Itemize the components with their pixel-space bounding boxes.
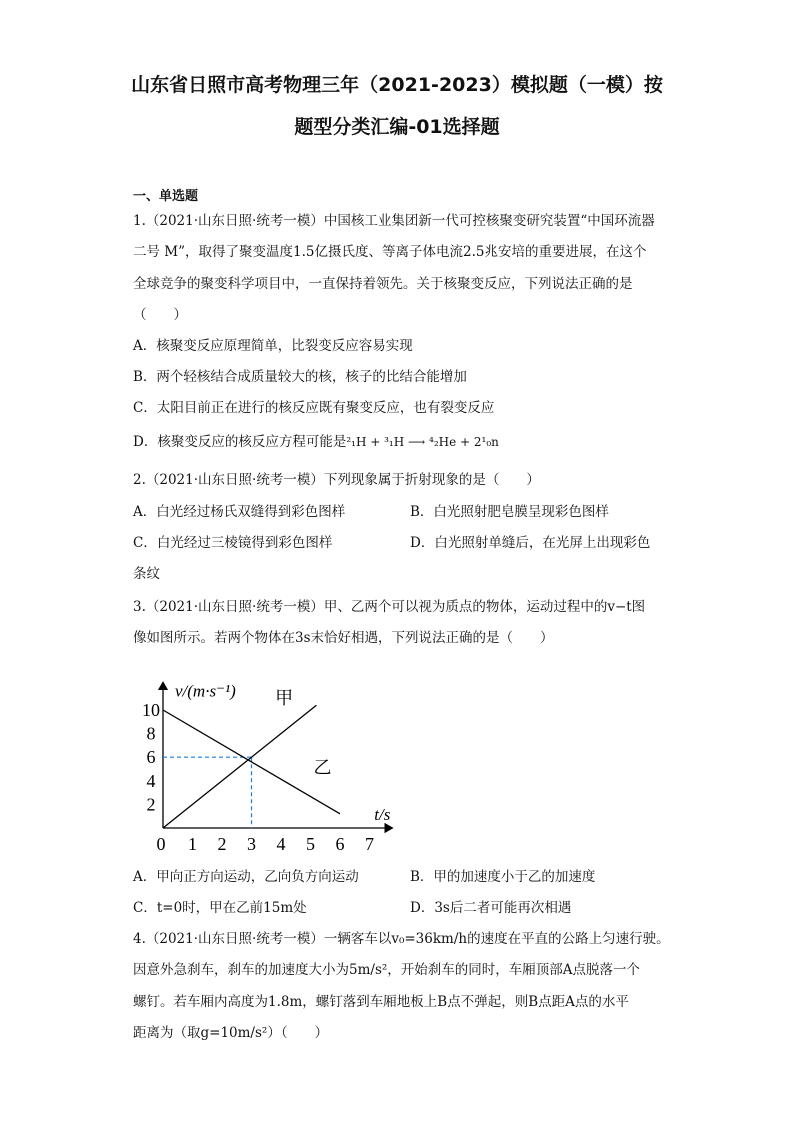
x-tick-label: 3: [247, 834, 256, 854]
q3-option-b: B．甲的加速度小于乙的加速度: [410, 869, 596, 885]
series-label-jia: 甲: [275, 688, 294, 709]
q2-option-b: B．白光照射肥皂膜呈现彩色图样: [410, 504, 609, 520]
q2-option-c: C．白光经过三棱镜得到彩色图样: [133, 535, 333, 551]
q3-option-d: D．3s后二者可能再次相遇: [410, 900, 572, 916]
q3-option-c: C．t=0时，甲在乙前15m处: [133, 900, 307, 916]
q1-option-b: B．两个轻核结合成质量较大的核，核子的比结合能增加: [133, 369, 467, 385]
q1-option-c: C．太阳目前正在进行的核反应既有聚变反应，也有裂变反应: [133, 400, 495, 416]
q3-option-a: A．甲向正方向运动，乙向负方向运动: [133, 869, 359, 885]
section-title: 一、单选题: [133, 189, 199, 204]
q4-stem-line3: 螺钉。若车厢内高度为1.8m，螺钉落到车厢地板上B点不弹起，则B点距A点的水平: [133, 994, 629, 1010]
x-axis-label: t/s: [374, 805, 391, 824]
x-tick-label: 1: [188, 834, 197, 854]
q2-option-d: D．白光照射单缝后，在光屏上出现彩色: [410, 535, 651, 551]
x-tick-label: 7: [365, 834, 374, 854]
x-tick-label: 4: [276, 834, 286, 854]
y-tick-label: 4: [146, 770, 156, 791]
page-title-line1: 山东省日照市高考物理三年（2021-2023）模拟题（一模）按: [131, 74, 663, 96]
q1-stem-line3: 全球竞争的聚变科学项目中，一直保持着领先。关于核聚变反应，下列说法正确的是: [133, 276, 633, 292]
q1-option-d-equation: ²₁H + ³₁H ⟶ ⁴₂He + 2¹₀n: [346, 435, 499, 449]
q1-option-d-prefix: D．核聚变反应的核反应方程可能是: [133, 434, 347, 450]
y-tick-label: 6: [146, 747, 156, 768]
x-tick-label: 6: [335, 834, 345, 854]
q2-option-d-continued: 条纹: [133, 566, 160, 582]
q4-stem-line4: 距离为（取g=10m/s²）（ ）: [133, 1025, 329, 1041]
x-tick-label: 5: [306, 834, 315, 854]
y-tick-label: 8: [146, 723, 156, 744]
y-tick-label: 10: [142, 700, 160, 720]
q3-stem-line1: 3.（2021·山东日照·统考一模）甲、乙两个可以视为质点的物体，运动过程中的v−t图: [133, 599, 646, 615]
q2-option-a: A．白光经过杨氏双缝得到彩色图样: [133, 504, 346, 520]
x-tick-label: 2: [217, 834, 227, 854]
vt-graph: [133, 656, 403, 856]
q4-stem-line2: 因意外急刹车，刹车的加速度大小为5m/s²，开始刹车的同时，车厢顶部A点脱落一个: [133, 962, 641, 978]
series-label-yi: 乙: [313, 757, 332, 778]
q1-option-d: [133, 432, 499, 452]
y-axis-label: v/(m·s⁻¹): [175, 681, 236, 701]
q3-stem-line2: 像如图所示。若两个物体在3s末恰好相遇，下列说法正确的是（ ）: [133, 630, 554, 646]
q1-answer-paren: （ ）: [133, 307, 187, 323]
page-title-line2: 题型分类汇编-01选择题: [294, 116, 500, 138]
q4-stem-line1: 4.（2021·山东日照·统考一模）一辆客车以v₀=36km/h的速度在平直的公路上匀速行驶。: [133, 931, 670, 947]
x-tick-label: 0: [156, 834, 166, 854]
q1-option-a: A．核聚变反应原理简单，比裂变反应容易实现: [133, 338, 413, 354]
q2-stem: 2.（2021·山东日照·统考一模）下列现象属于折射现象的是（ ）: [133, 472, 540, 488]
q1-stem-line2: 二号 M”，取得了聚变温度1.5亿摄氏度、等离子体电流2.5兆安培的重要进展，在这个: [133, 244, 647, 260]
q1-stem-line1: 1.（2021·山东日照·统考一模）中国核工业集团新一代可控核聚变研究装置“中国环流器: [133, 213, 655, 229]
y-tick-label: 2: [146, 794, 156, 815]
